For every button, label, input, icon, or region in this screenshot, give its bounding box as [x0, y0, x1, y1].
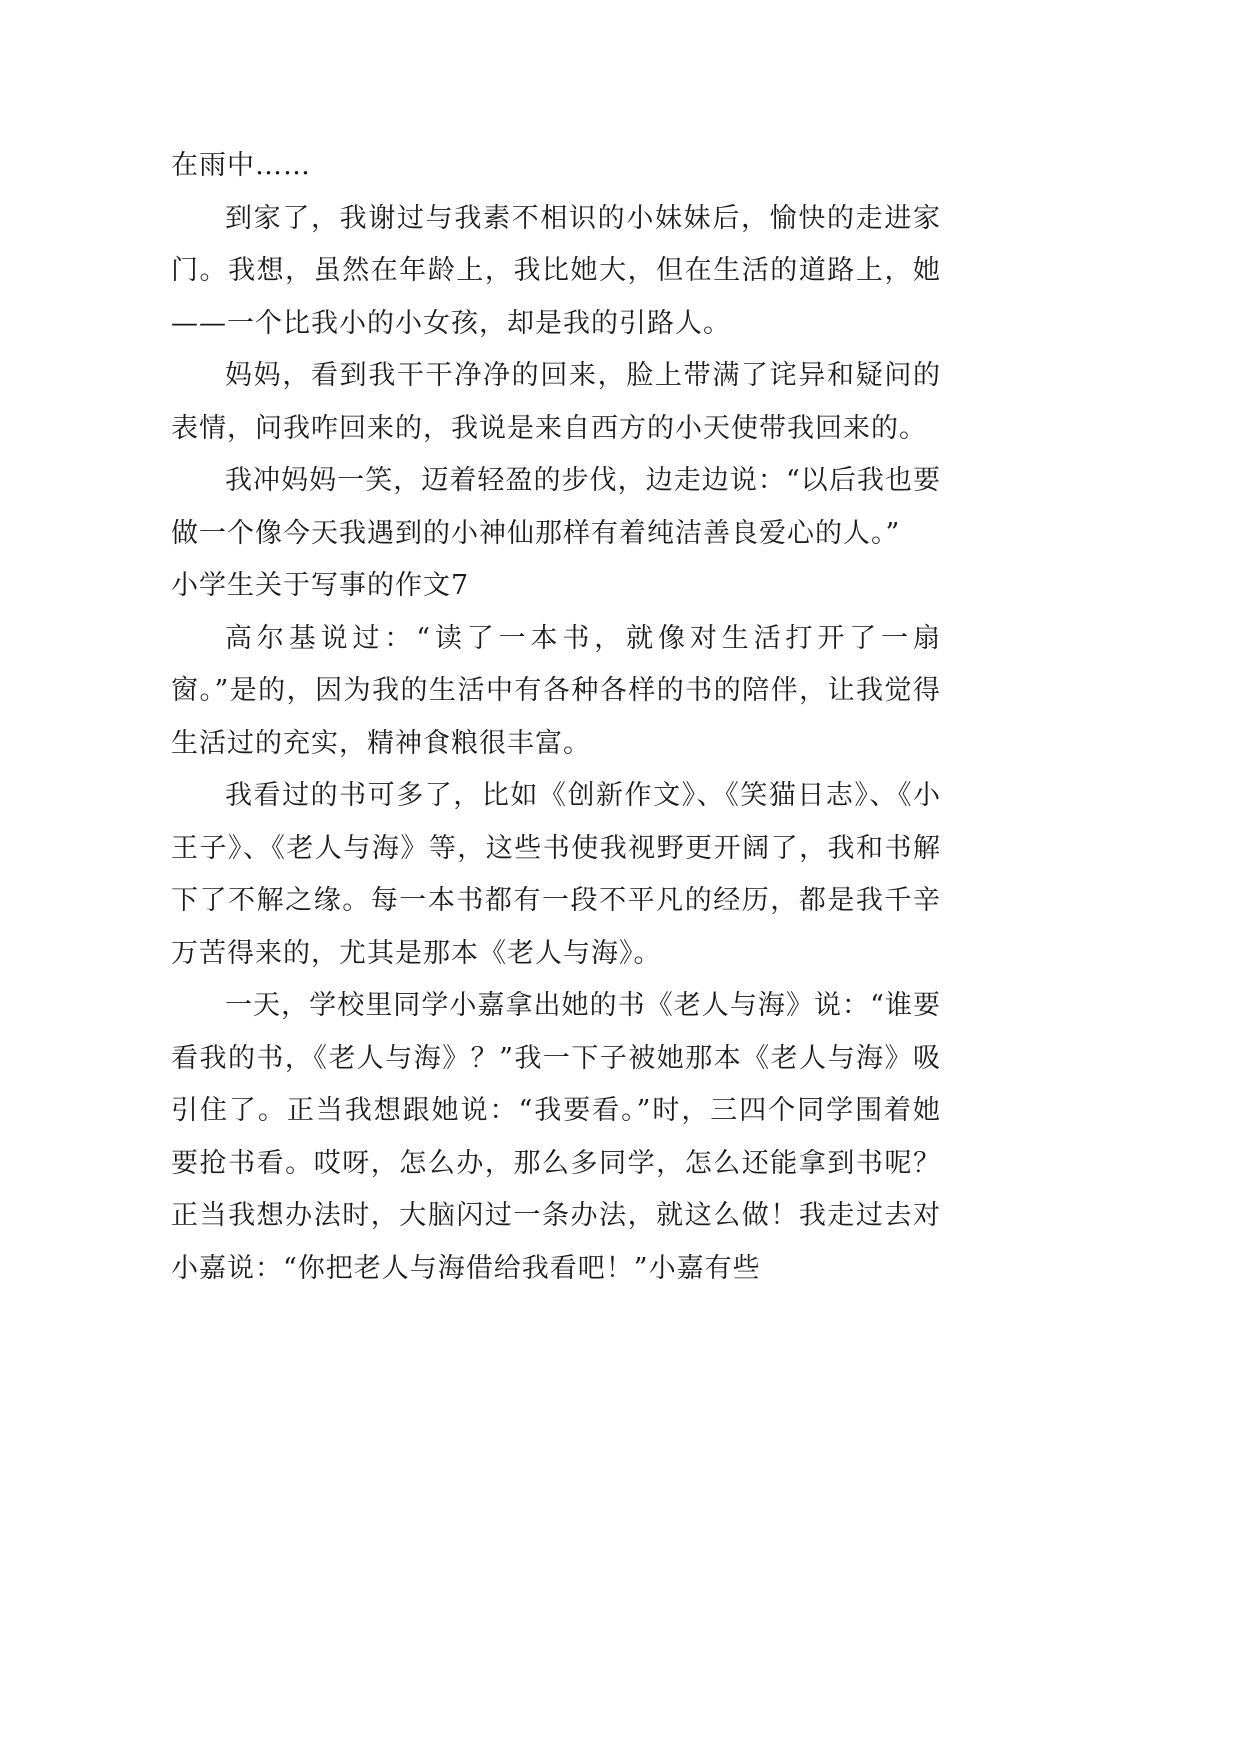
paragraph: 我看过的书可多了，比如《创新作文》、《笑猫日志》、《小王子》、《老人与海》等，这些书使我视野更开阔了，我和书解下了不解之缘。每一本书都有一段不平凡的经历，都是我千辛万苦得来的，尤其是那本《老人与海》。 [171, 780, 941, 969]
paragraph: 高尔基说过：“读了一本书，就像对生活打开了一扇窗。”是的，因为我的生活中有各种各样的书的陪伴，让我觉得生活过的充实，精神食粮很丰富。 [171, 622, 941, 759]
paragraph: 到家了，我谢过与我素不相识的小妹妹后，愉快的走进家门。我想，虽然在年龄上，我比她大，但在生活的道路上，她——一个比我小的小女孩，却是我的引路人。 [171, 202, 941, 339]
paragraph: 一天，学校里同学小嘉拿出她的书《老人与海》说：“谁要看我的书，《老人与海》？”我一下子被她那本《老人与海》吸引住了。正当我想跟她说：“我要看。”时，三四个同学围着她要抢书看。哎呀，怎么办，那么多同学，怎么还能拿到书呢？正当我想办法时，大脑闪过一条办法，就这么做！我走过去对小嘉说：“你把老人与海借给我看吧！”小嘉有些 [171, 990, 941, 1284]
section-heading: 小学生关于写事的作文7 [171, 570, 470, 601]
paragraph: 妈妈，看到我干干净净的回来，脸上带满了诧异和疑问的表情，问我咋回来的，我说是来自西方的小天使带我回来的。 [171, 360, 941, 444]
document-body [171, 140, 941, 1295]
paragraph: 我冲妈妈一笑，迈着轻盈的步伐，边走边说：“以后我也要做一个像今天我遇到的小神仙那样有着纯洁善良爱心的人。” [171, 465, 941, 549]
paragraph-continued: 在雨中…… [171, 150, 311, 181]
